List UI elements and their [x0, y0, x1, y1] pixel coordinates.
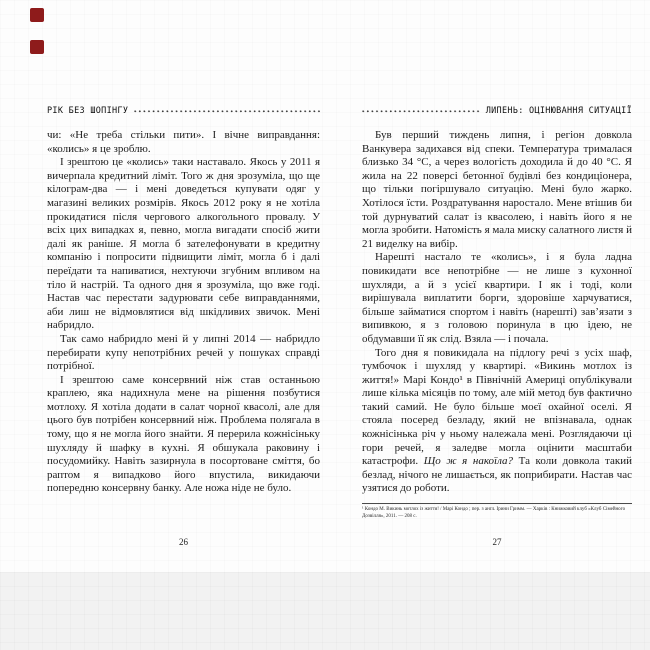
- paragraph: [362, 347, 632, 497]
- page-number-left: 26: [179, 537, 188, 547]
- page-left: [47, 106, 320, 496]
- paragraph: Був перший тиждень липня, і регіон довкола Ванкувера задихався від спеки. Температура трималася близько 34 °C, а через вологість доходила й до 40 °C. Я жила на 22 поверсі бетонної будівлі без кондиціонера, що тільки погіршувало ситуацію. Мені було жарко. Хотілося їсти. Роздратування наростало. Мене втішив би той дурнуватий салат із квасолею, і навіть його я не могла зробити. Натомість я мала миску салатного листя й 21 виделку на вибір.: [362, 129, 632, 250]
- paragraph-segment: Та коли довкола такий безлад, нічого не лишається, як поприбирати. Настав час узятися до роботи.: [362, 455, 632, 495]
- paragraph: Нарешті настало те «колись», і я була ладна повикидати все непотрібне — не лише з кухонної шухляди, а й з усієї квартири. І як і тоді, коли вирішувала виплатити борги, здоровіше харчуватися, більше займатися спортом і навіть (нарешті) зав’язати з випивкою, я з головою поринула в цю ідею, не обдумавши її як слід. Взяла — і почала.: [362, 251, 632, 345]
- paragraph-segment-italic: Що ж я накоїла?: [423, 455, 514, 468]
- running-head-right-title: ЛИПЕНЬ: ОЦІНЮВАННЯ СИТУАЦІЇ: [485, 106, 632, 116]
- dotted-leader: [362, 110, 480, 113]
- footnote-block: [362, 503, 632, 520]
- paragraph: І зрештою саме консервний ніж став останньою краплею, яка надихнула мене на рішення позбутися мотлоху. Я хотіла додати в салат чорної квасолі, але для цього був потрібен консервний ніж. Проблема полягала в тому, що я не могла його знайти. Я перерила кожнісіньку шухляду й шафку в кухні. Я обшукала раковину і посудомийку. Навіть зазирнула в посортоване сміття, бо раптом я випадково його впустила, викидаючи попередню консервну банку. Але ножа ніде не було.: [47, 373, 320, 495]
- paragraph: Так само набридло мені й у липні 2014 — набридло перебирати купу непотрібних речей у пошуках справді потрібної.: [47, 332, 320, 373]
- footnote-text: ¹ Кондо М. Викинь мотлох із життя! / Марі Кондо ; пер. з англ. Ірини Гримм. — Харків : Книжковий клуб «Клуб Сімейного Дозвілля», 2011. — 208 с.: [362, 507, 626, 519]
- page-number-right: 27: [492, 537, 502, 547]
- paragraph: чи: «Не треба стільки пити». І вічне виправдання: «колись» я це зроблю.: [47, 129, 320, 155]
- red-marker-top: [30, 8, 44, 22]
- running-head-left-title: РІК БЕЗ ШОПІНГУ: [47, 106, 129, 116]
- page-right: [362, 106, 632, 520]
- dotted-leader: [134, 110, 320, 113]
- running-head-right: [362, 106, 632, 116]
- background-bottom-band: [0, 572, 650, 650]
- footnote-rule: [362, 503, 632, 504]
- paragraph-segment: Того дня я повикидала на підлогу речі з усіх шаф, тумбочок і шухляд у квартирі. «Викинь мотлох із життя!» Марі Кондо¹ в Північній Америці опублікували лише кілька місяців по тому, але мій метод був фактично такий самий. Не було більше моєї охайної оселі. Я стояла посеред безладу, який не впізнавала, однак кожнісінька річ у ньому належала мені. Розглядаючи ці гори речей, я заледве могла оцінити масштаби катастрофи.: [362, 346, 632, 468]
- paragraph: І зрештою це «колись» таки наставало. Якось у 2011 я вичерпала кредитний ліміт. Того ж дня зрозуміла, що ще кілограм-два — і мені доведеться купувати одяг у магазині великих розмірів. Якось 2012 року я не хотіла прокидатися після чергового алкогольного провалу. У всіх цих випадках я, певно, могла вигадати спосіб жити далі як раніше. Я могла б зателефонувати в кредитну компанію і попросити підвищити ліміт, могла б і далі переїдати та напиватися, нехтуючи згубним впливом на тіло й настрій. Та одного дня я зрозуміла, що вже годі. Настав час перестати задурювати себе виправданнями, аби лиш не відмовлятися від шкідливих звичок. Мені набридло.: [47, 156, 320, 332]
- red-marker-bottom: [30, 40, 44, 54]
- running-head-left: [47, 106, 320, 116]
